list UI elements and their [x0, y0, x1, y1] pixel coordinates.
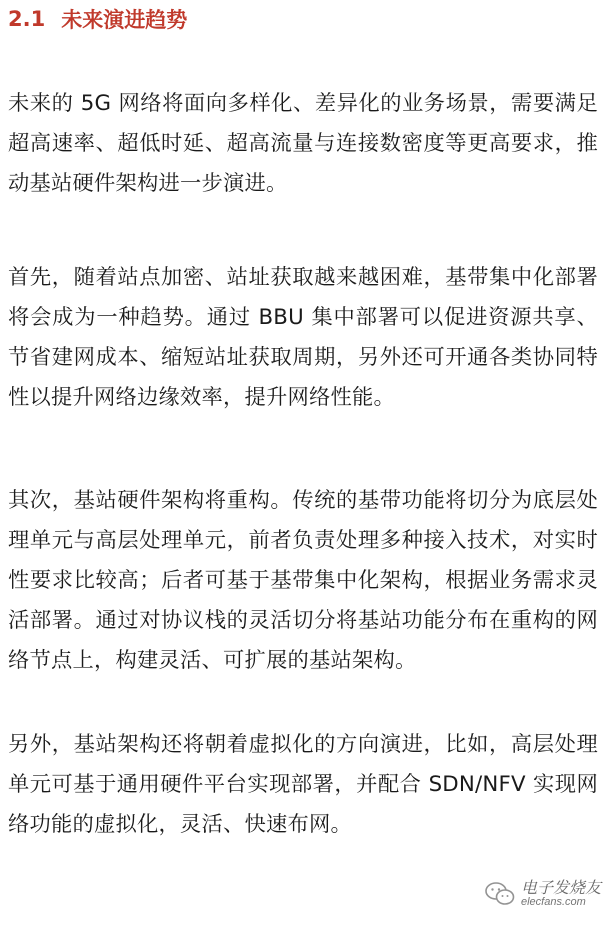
- paragraph-third: 另外，基站架构还将朝着虚拟化的方向演进，比如，高层处理单元可基于通用硬件平台实现部署，并配合 SDN/NFV 实现网络功能的虚拟化，灵活、快速布网。: [8, 732, 598, 837]
- section-number: 2.1: [8, 7, 46, 31]
- watermark-subtext: elecfans.com: [520, 896, 586, 908]
- watermark-text-group: [521, 880, 601, 908]
- paragraph-intro: 未来的 5G 网络将面向多样化、差异化的业务场景，需要满足超高速率、超低时延、超高流量与连接数密度等更高要求，推动基站硬件架构进一步演进。: [8, 91, 598, 196]
- watermark-text: 电子发烧友: [520, 878, 601, 897]
- paragraph-first: 首先，随着站点加密、站址获取越来越困难，基带集中化部署将会成为一种趋势。通过 BBU 集中部署可以促进资源共享、节省建网成本、缩短站址获取周期，另外还可开通各类协同特性以提升网络边缘效率，提升网络性能。: [8, 265, 598, 410]
- wechat-icon: [485, 881, 515, 907]
- section-heading: [8, 3, 187, 35]
- paragraph-second: 其次，基站硬件架构将重构。传统的基带功能将切分为底层处理单元与高层处理单元，前者负责处理多种接入技术，对实时性要求比较高；后者可基于基带集中化架构，根据业务需求灵活部署。通过对协议栈的灵活切分将基站功能分布在重构的网络节点上，构建灵活、可扩展的基站架构。: [8, 488, 598, 673]
- section-title: 未来演进趋势: [61, 8, 188, 32]
- watermark: [485, 880, 601, 908]
